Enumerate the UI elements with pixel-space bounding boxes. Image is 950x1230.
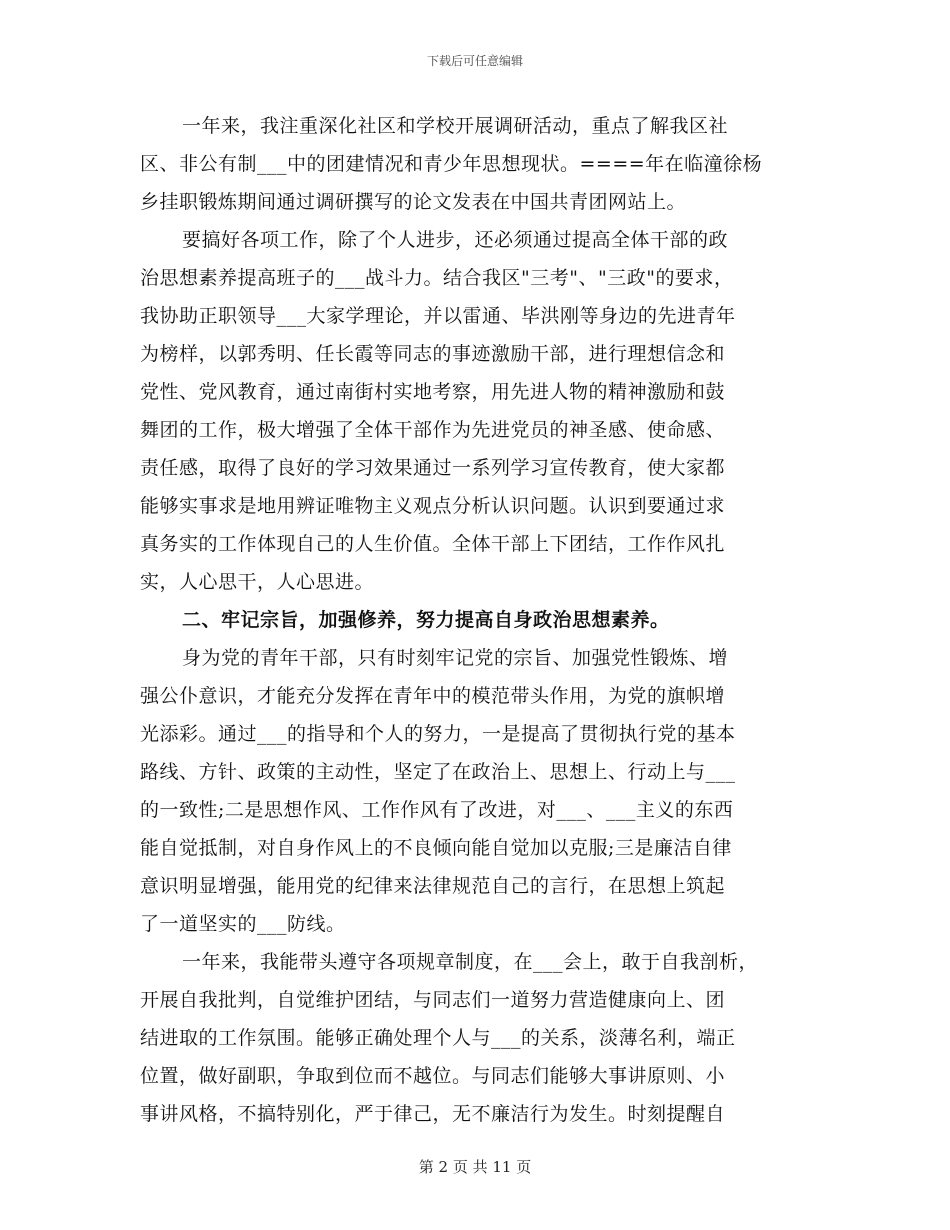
text-line: 事讲风格，不搞特别化，严于律己，无不廉洁行为发生。时刻提醒自 — [140, 1103, 726, 1125]
text-line: 治思想素养提高班子的___战斗力。结合我区"三考"、"三政"的要求， — [140, 267, 734, 289]
text-line: 我协助正职领导___大家学理论，并以雷通、毕洪刚等身边的先进青年 — [140, 305, 736, 327]
paragraph-research — [140, 107, 820, 221]
page-header: 下载后可任意编辑 — [426, 54, 523, 68]
text-line: 为榜样，以郭秀明、任长霞等同志的事迹激励干部，进行理想信念和 — [140, 343, 726, 365]
text-line: 的一致性;二是思想作风、工作作风有了改进，对___、___主义的东西 — [140, 799, 734, 821]
text-line: 一年来，我能带头遵守各项规章制度，在___会上，敢于自我剖析， — [182, 951, 759, 973]
text-line: 意识明显增强，能用党的纪律来法律规范自己的言行，在思想上筑起 — [140, 875, 726, 897]
paragraph-discipline — [140, 943, 820, 1133]
text-line: 结进取的工作氛围。能够正确处理个人与___的关系，淡薄名利，端正 — [140, 1027, 736, 1049]
text-line: 实，人心思干，人心思进。 — [140, 571, 375, 593]
text-line: 能自觉抵制，对自身作风上的不良倾向能自觉加以克服;三是廉洁自律 — [140, 837, 732, 859]
text-line: 路线、方针、政策的主动性，坚定了在政治上、思想上、行动上与___ — [140, 761, 736, 783]
paragraph-party-spirit — [140, 639, 820, 943]
text-line: 强公仆意识，才能充分发挥在青年中的模范带头作用，为党的旗帜增 — [140, 685, 726, 707]
text-line: 真务实的工作体现自己的人生价值。全体干部上下团结，工作作风扎 — [140, 533, 726, 555]
section-heading-text: 二、牢记宗旨，加强修养，努力提高自身政治思想素养。 — [182, 609, 670, 631]
text-line: 了一道坚实的___防线。 — [140, 913, 346, 935]
text-line: 舞团的工作，极大增强了全体干部作为先进党员的神圣感、使命感、 — [140, 419, 726, 441]
text-line: 开展自我批判，自觉维护团结，与同志们一道努力营造健康向上、团 — [140, 989, 726, 1011]
text-line: 要搞好各项工作，除了个人进步，还必须通过提高全体干部的政 — [182, 229, 729, 251]
document-body — [140, 107, 820, 1133]
text-line: 党性、党风教育，通过南街村实地考察，用先进人物的精神激励和鼓 — [140, 381, 726, 403]
text-line: 位置，做好副职，争取到位而不越位。与同志们能够大事讲原则、小 — [140, 1065, 726, 1087]
text-line: 光添彩。通过___的指导和个人的努力，一是提高了贯彻执行党的基本 — [140, 723, 736, 745]
paragraph-team-building — [140, 221, 820, 601]
text-line: 身为党的青年干部，只有时刻牢记党的宗旨、加强党性锻炼、增 — [182, 647, 729, 669]
page-number: 第 2 页 共 11 页 — [418, 1158, 532, 1176]
text-line: 责任感，取得了良好的学习效果通过一系列学习宣传教育，使大家都 — [140, 457, 726, 479]
text-line: 一年来，我注重深化社区和学校开展调研活动，重点了解我区社 — [182, 115, 729, 137]
section-heading — [140, 601, 820, 639]
text-line: 乡挂职锻炼期间通过调研撰写的论文发表在中国共青团网站上。 — [140, 191, 687, 213]
text-line: 能够实事求是地用辨证唯物主义观点分析认识问题。认识到要通过求 — [140, 495, 726, 517]
text-line: 区、非公有制___中的团建情况和青少年思想现状。====年在临潼徐杨 — [140, 153, 763, 175]
